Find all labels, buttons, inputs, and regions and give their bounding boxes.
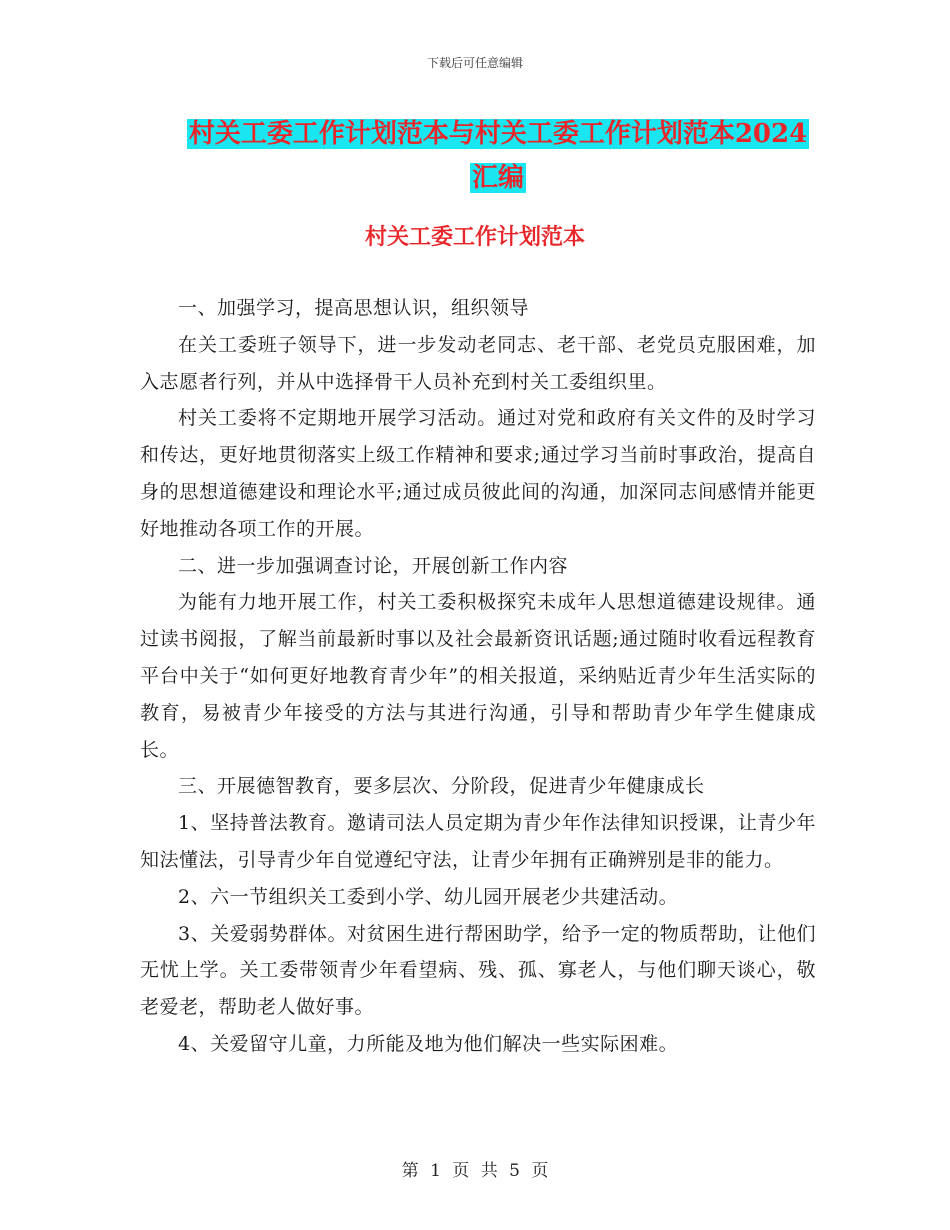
heading-2: 二、进一步加强调查讨论，开展创新工作内容 <box>178 554 569 577</box>
paragraph: 在关工委班子领导下，进一步发动老同志、老干部、老党员克服困难，加入志愿者行列，并从中选择骨干人员补充到村关工委组织里。 <box>140 333 816 393</box>
list-item: 3、关爱弱势群体。对贫困生进行帮困助学，给予一定的物质帮助，让他们无忧上学。关工委带领青少年看望病、残、孤、寡老人，与他们聊天谈心，敬老爱老，帮助老人做好事。 <box>140 922 816 1019</box>
page-number: 第 1 页 共 5 页 <box>401 1161 549 1181</box>
title-line-1: 村关工委工作计划范本与村关工委工作计划范本2024 <box>188 119 808 149</box>
header-note: 下载后可任意编辑 <box>426 56 523 70</box>
heading-1: 一、加强学习，提高思想认识，组织领导 <box>178 297 530 319</box>
list-item: 4、关爱留守儿童，力所能及地为他们解决一些实际困难。 <box>178 1032 679 1055</box>
document-body <box>140 290 816 1063</box>
paragraph: 为能有力地开展工作，村关工委积极探究未成年人思想道德建设规律。通过读书阅报，了解当前最新时事以及社会最新资讯话题;通过随时收看远程教育平台中关于“如何更好地教育青少年”的相关报道，采纳贴近青少年生活实际的教育，易被青少年接受的方法与其进行沟通，引导和帮助青少年学生健康成长。 <box>140 591 816 761</box>
document-title <box>140 112 856 200</box>
section-title: 村关工委工作计划范本 <box>364 224 585 250</box>
paragraph: 村关工委将不定期地开展学习活动。通过对党和政府有关文件的及时学习和传达，更好地贯彻落实上级工作精神和要求;通过学习当前时事政治，提高自身的思想道德建设和理论水平;通过成员彼此间的沟通，加深同志间感情并能更好地推动各项工作的开展。 <box>140 407 816 540</box>
heading-3: 三、开展德智教育，要多层次、分阶段，促进青少年健康成长 <box>178 775 705 798</box>
title-line-2: 汇编 <box>471 163 524 193</box>
list-item: 1、坚持普法教育。邀请司法人员定期为青少年作法律知识授课，让青少年知法懂法，引导青少年自觉遵纪守法，让青少年拥有正确辨别是非的能力。 <box>140 812 816 871</box>
list-item: 2、六一节组织关工委到小学、幼儿园开展老少共建活动。 <box>178 885 679 908</box>
